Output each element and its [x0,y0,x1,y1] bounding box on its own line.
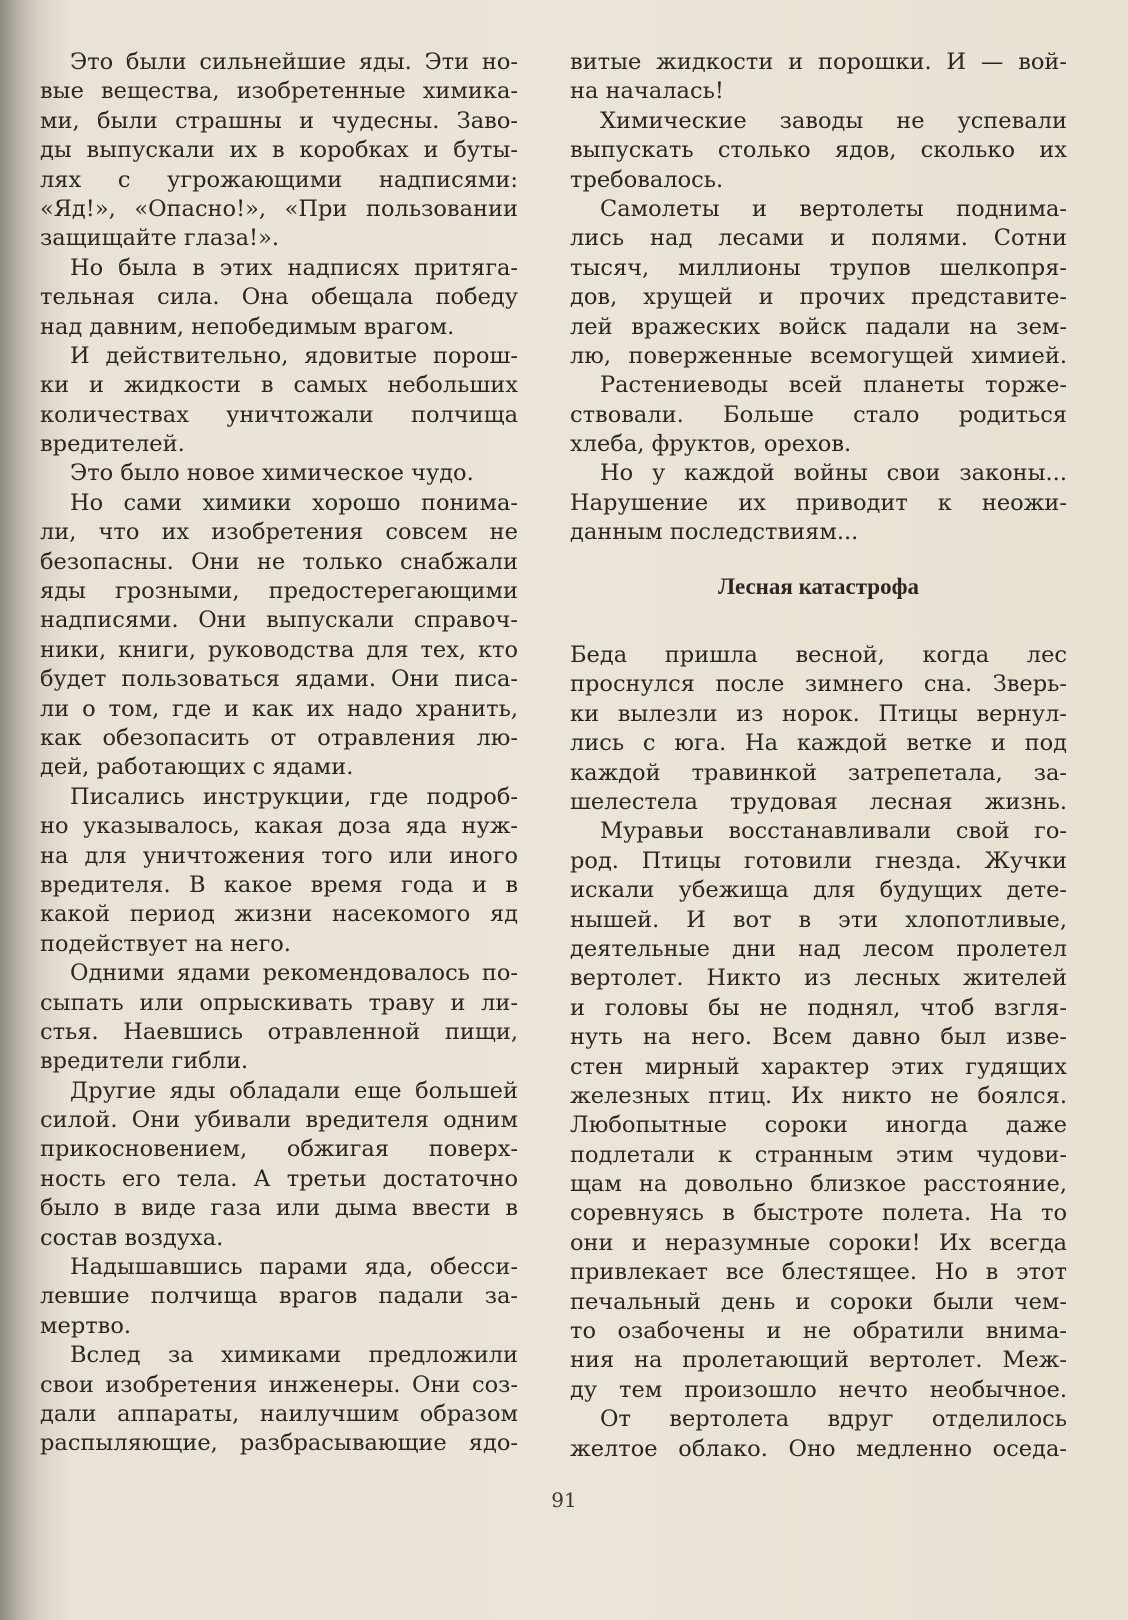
text-line: железных птиц. Их никто не боялся. [570,1082,1067,1109]
text-line: ствовали. Больше стало родиться [570,401,1067,428]
text-line: ки и жидкости в самых небольших [40,372,518,399]
text-line: ли о том, где и как их надо хранить, [40,695,518,722]
text-line: над давним, непобедимым врагом. [40,313,455,340]
text-line: Растениеводы всей планеты торже- [600,372,1067,399]
text-line: дей, работающих с ядами. [40,754,354,781]
text-line: как обезопасить от отравления лю- [40,724,518,751]
text-line: состав воздуха. [40,1224,224,1251]
text-line: ли, что их изобретения совсем не [40,519,518,546]
text-line: ду тем произошло нечто необычное. [570,1376,1067,1403]
text-line: привлекает все блестящее. Но в этот [570,1259,1067,1286]
text-line: род. Птицы готовили гнезда. Жучки [570,847,1067,874]
text-line: свои изобретения инженеры. Они соз- [40,1371,518,1398]
text-line: силой. Они убивали вредителя одним [40,1107,518,1134]
text-line: ники, книги, руководства для тех, кто [40,636,518,663]
text-line: левшие полчища врагов падали за- [40,1283,518,1310]
text-line: тельная сила. Она обещала победу [40,284,518,311]
text-line: выпускать столько ядов, сколько их [570,137,1067,164]
text-line: стен мирный характер этих гудящих [570,1053,1067,1080]
text-line: прикосновением, обжигая поверх- [40,1136,518,1163]
text-line: деятельные дни над лесом пролетел [570,935,1067,962]
text-line: лях с угрожающими надписями: [40,166,518,193]
text-line: Надышавшись парами яда, обесси- [70,1254,518,1281]
text-line: шелестела трудовая лесная жизнь. [570,788,1067,815]
text-line: Одними ядами рекомендовалось по- [70,960,518,987]
text-line: нышей. И вот в эти хлопотливые, [570,906,1067,933]
text-line: то озабочены и не обратили внима- [570,1318,1067,1345]
text-line: Любопытные сороки иногда даже [570,1112,1067,1139]
text-line: вредителя. В какое время года и в [40,871,518,898]
text-line: защищайте глаза!». [40,225,279,252]
text-line: соревнуясь в быстроте полета. На то [570,1200,1067,1227]
text-line: вертолет. Никто из лесных жителей [570,965,1067,992]
text-line: Муравьи восстанавливали свой го- [600,818,1067,845]
text-line: нуть на него. Всем давно был изве- [570,1024,1067,1051]
text-line: стья. Наевшись отравленной пищи, [40,1018,518,1045]
text-line: безопасны. Они не только снабжали [40,548,518,575]
text-line: ки вылезли из норок. Птицы вернул- [570,700,1067,727]
text-line: подлетали к странным этим чудови- [570,1141,1067,1168]
text-line: Самолеты и вертолеты поднима- [600,195,1067,222]
text-line: требовалось. [570,166,724,193]
text-line: Беда пришла весной, когда лес [570,642,1067,669]
text-line: лись с юга. На каждой ветке и под [570,730,1067,757]
text-line: ды выпускали их в коробках и буты- [40,137,518,164]
text-line: витые жидкости и порошки. И — вой- [570,49,1067,75]
text-line: будет пользоваться ядами. Они писа- [40,666,518,693]
text-line: ность его тела. А третьи достаточно [40,1165,518,1192]
right-column [570,48,1067,1464]
text-line: дали аппараты, наилучшим образом [40,1400,518,1427]
text-line: От вертолета вдруг отделилось [600,1406,1067,1433]
text-line: яды грозными, предостерегающими [40,578,518,605]
text-line: было в виде газа или дыма ввести в [40,1195,518,1222]
left-column [40,48,518,1459]
text-line: Но сами химики хорошо понима- [70,489,518,516]
right-column-bottom [570,641,1067,1464]
text-line: какой период жизни насекомого яд [40,901,518,928]
text-line: Это было новое химическое чудо. [70,460,474,487]
text-line: на для уничтожения того или иного [40,842,518,869]
text-line: на началась! [570,78,724,105]
text-line: Но была в этих надписях притяга- [70,254,518,281]
text-line: сыпать или опрыскивать траву и ли- [40,989,518,1016]
text-line: но указывалось, какая доза яда нуж- [40,813,518,840]
text-line: Но у каждой войны свои законы... [600,460,1067,487]
text-line: вредителей. [40,431,185,458]
text-line: хлеба, фруктов, орехов. [570,431,852,458]
text-line: подействует на него. [40,930,291,957]
text-line: Писались инструкции, где подроб- [70,783,518,810]
text-line: дов, хрущей и прочих представите- [570,284,1067,311]
text-line: искали убежища для будущих дете- [570,877,1067,904]
text-line: Вслед за химиками предложили [70,1342,518,1369]
page-number: 91 [551,1488,577,1512]
section-heading: Лесная катастрофа [717,573,919,599]
text-line: надписями. Они выпускали справоч- [40,607,518,634]
text-line: лю, поверженные всемогущей химией. [570,342,1067,369]
text-line: лись над лесами и полями. Сотни [570,225,1067,252]
text-line: данным последствиям... [570,519,859,546]
text-line: Химические заводы не успевали [600,107,1067,134]
text-line: печальный день и сороки были чем- [570,1288,1067,1315]
text-line: распыляющие, разбрасывающие ядо- [40,1430,518,1457]
text-line: «Яд!», «Опасно!», «При пользовании [40,195,518,222]
text-line: Другие яды обладали еще большей [70,1077,518,1104]
text-line: они и неразумные сороки! Их всегда [570,1229,1067,1256]
text-line: лей вражеских войск падали на зем- [570,313,1067,340]
text-line: Это были сильнейшие яды. Эти но- [70,49,518,75]
text-line: количествах уничтожали полчища [40,401,518,428]
text-line: вые вещества, изобретенные химика- [40,78,518,105]
text-line: каждой травинкой затрепетала, за- [570,759,1067,786]
text-line: Нарушение их приводит к неожи- [570,489,1067,516]
text-line: вредители гибли. [40,1048,249,1075]
text-line: ми, были страшны и чудесны. Заво- [40,107,518,134]
text-line: проснулся после зимнего сна. Зверь- [570,671,1067,698]
text-line: желтое облако. Оно медленно оседа- [570,1435,1067,1462]
text-line: ния на пролетающий вертолет. Меж- [570,1347,1067,1374]
text-line: мертво. [40,1312,132,1339]
text-line: щам на довольно близкое расстояние, [570,1171,1067,1198]
text-line: И действительно, ядовитые порош- [70,342,518,369]
text-line: и головы бы не поднял, чтоб взгля- [570,994,1067,1021]
right-column-top [570,48,1067,548]
text-line: тысяч, миллионы трупов шелкопря- [570,254,1067,281]
